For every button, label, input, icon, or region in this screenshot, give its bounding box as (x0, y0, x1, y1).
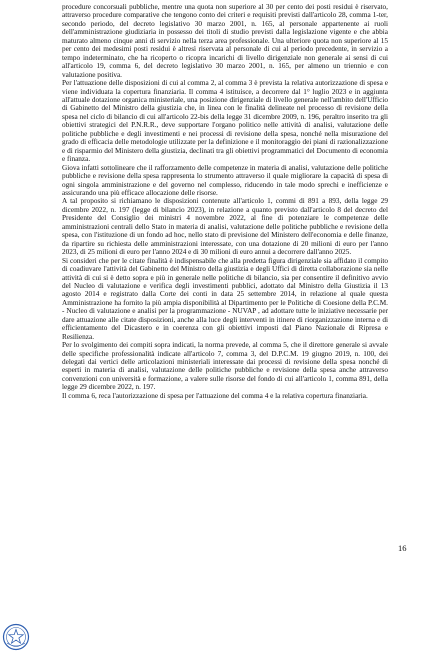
republic-emblem-seal-icon (2, 623, 30, 651)
paragraph: A tal proposito si richiamano le disposizioni contenute all'articolo 1, commi di 891 a 893, della legge 29 dicembre 2022, n. 197 (legge di bilancio 2023), in relazione a quanto previsto dall'articolo 8 del decreto del Presidente del Consiglio dei ministri 4 novembre 2022, al fine di potenziare le competenze delle amministrazioni centrali dello Stato in materia di analisi, valutazione delle politiche pubbliche e revisione della spesa, con l'istituzione di un fondo ad hoc, nello stato di previsione del Ministero dell'economia e delle finanze, da ripartire su richiesta delle amministrazioni interessate, con una dotazione di 20 milioni di euro per l'anno 2023, di 25 milioni di euro per l'anno 2024 e di 30 milioni di euro annui a decorrere dall'anno 2025. (62, 197, 388, 257)
paragraph: Per l'attuazione delle disposizioni di cui al comma 2, al comma 3 è prevista la relativa autorizzazione di spesa e viene individuata la copertura finanziaria. Il comma 4 istituisce, a decorrere dal 1° luglio 2023 e in aggiunta all'attuale dotazione organica ministeriale, una posizione dirigenziale di livello generale nell'ambito dell'Ufficio di Gabinetto del Ministro della giustizia che, in linea con le finalità delineate nel processo di revisione della spesa nel ciclo di bilancio di cui all'articolo 22-bis della legge 31 dicembre 2009, n. 196, peraltro inserito tra gli obiettivi strategici del P.N.R.R., deve supportare l'organo politico nelle attività di analisi, valutazione delle politiche pubbliche e degli investimenti e nei processi di revisione della spesa, nonché nella misurazione del grado di efficacia delle metodologie utilizzate per la definizione e il monitoraggio dei piani di razionalizzazione e di risparmio del Ministero della giustizia, declinati tra gli obiettivi programmatici del Documento di economia e finanza. (62, 79, 388, 164)
paragraph: Giova infatti sottolineare che il rafforzamento delle competenze in materia di analisi, valutazione delle politiche pubbliche e revisione della spesa rappresenta lo strumento attraverso il quale migliorare la capacità di spesa di ogni singola amministrazione e del governo nel complesso, riducendo in tale modo sprechi e inefficienze e assicurando una più efficace allocazione delle risorse. (62, 163, 388, 197)
document-body (62, 3, 388, 400)
page-number: 16 (398, 543, 407, 553)
paragraph: Per lo svolgimento dei compiti sopra indicati, la norma prevede, al comma 5, che il direttore generale si avvale delle specifiche professionalità indicate all'articolo 7, comma 3, del D.P.C.M. 19 giugno 2019, n. 100, dei delegati dai vertici delle articolazioni ministeriali interessate dai processi di revisione della spesa nonché di esperti in materia di analisi, valutazione delle politiche pubbliche e revisione della spesa anche attraverso convenzioni con università e formazione, a valere sulle risorse del fondo di cui all'articolo 1, comma 891, della legge 29 dicembre 2022, n. 197. (62, 341, 388, 392)
paragraph: procedure concorsuali pubbliche, mentre una quota non superiore al 30 per cento dei posti residui è riservato, attraverso procedure comparative che tengono conto dei criteri e requisiti previsti dall'articolo 28, comma 1-ter, secondo periodo, del decreto legislativo 30 marzo 2001, n. 165, al personale appartenente ai ruoli dell'amministrazione giudiziaria in possesso dei titoli di studio previsti dalla legislazione vigente e che abbia maturato almeno cinque anni di servizio nella terza area professionale. Una ulteriore quota non superiore al 15 per cento dei medesimi posti residui è altresì riservata al personale di cui al periodo precedente, in servizio a tempo indeterminato, che ha ricoperto o ricopra incarichi di livello dirigenziale non generale ai sensi di cui all'articolo 19, comma 6, del decreto legislativo 30 marzo 2001, n. 165, per almeno un triennio e con valutazione positiva. (62, 3, 388, 79)
paragraph: Il comma 6, reca l'autorizzazione di spesa per l'attuazione del comma 4 e la relativa copertura finanziaria. (62, 391, 368, 400)
paragraph: Si consideri che per le citate finalità è indispensabile che alla predetta figura dirigenziale sia affidato il compito di coadiuvare l'attività del Gabinetto del Ministro della giustizia e degli Uffici di diretta collaborazione sia nelle attività di cui si è detto sopra e più in generale nelle politiche di bilancio, sia per consentire il definitivo avvio del Nucleo di valutazione e verifica degli investimenti pubblici, adottato dal Ministro della Giustizia il 13 agosto 2014 e registrato dalla Corte dei conti in data 25 settembre 2014, in relazione al quale questa Amministrazione ha fornito la più ampia disponibilità al Dipartimento per le Politiche di Coesione della P.C.M. - Nucleo di valutazione e analisi per la programmazione - NUVAP , ad adottare tutte le iniziative necessarie per dare attuazione alle citate disposizioni, anche alla luce degli interventi in itinere di riorganizzazione interna e di efficientamento del Dicastero e in coerenza con gli obiettivi imposti dal Piano Nazionale di Ripresa e Resilienza. (62, 256, 388, 341)
